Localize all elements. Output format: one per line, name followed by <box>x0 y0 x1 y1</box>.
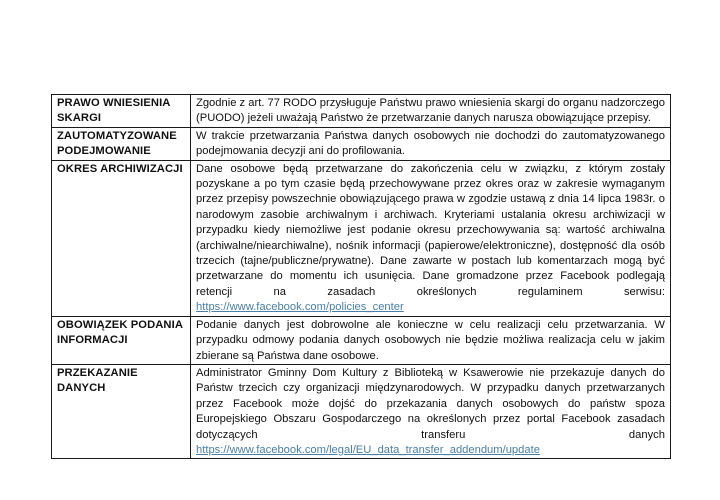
row-text: Dane osobowe będą przetwarzane do zakończenia celu w związku, z którym zostały pozyskane a po tym czasie będą przechowywane przez okres oraz w zakresie wymaganym przez przepisy powszechnie obowiązującego prawa w zgodzie ustawą z dnia 14 lipca 1983r. o narodowym zasobie archiwalnym i archiwach. Kryteriami ustalania okresu archiwizacji w przypadku kiedy niemożliwe jest podanie okresu przechowywania są: wartość archiwalna (archiwalne/niearchiwalne), nośnik informacji (papierowe/elektroniczne), dostępność dla osób trzecich (tajne/publiczne/prywatne). Dane zawarte w postach lub komentarzach mogą być przetwarzane do momentu ich usunięcia. Dane gromadzone przez Facebook podlegają retencji na zasadach określonych regulaminem serwisu: <box>196 162 665 298</box>
facebook-policies-link[interactable]: https://www.facebook.com/policies_center <box>196 301 404 314</box>
row-label: PRAWO WNIESIENIA SKARGI <box>52 95 191 128</box>
row-text: Podanie danych jest dobrowolne ale konieczne w celu realizacji celu przetwarzania. W przypadku odmowy podania danych osobowych nie będzie możliwa realizacja celu w jakim zbierane są Państwa dane osobowe. <box>196 318 665 362</box>
row-content <box>191 364 671 458</box>
row-text: Administrator Gminny Dom Kultury z Biblioteką w Ksawerowie nie przekazuje danych do Państw trzecich czy organizacji międzynarodowych. W przypadku danych przetwarzanych przez Facebook może dojść do przekazania danych osobowych do państw spoza Europejskiego Obszaru Gospodarczego na określonych przez portal Facebook zasadach dotyczących transferu danych <box>196 366 665 441</box>
table-row <box>52 316 671 364</box>
row-text: W trakcie przetwarzania Państwa danych osobowych nie dochodzi do zautomatyzowanego podejmowania decyzji ani do profilowania. <box>196 129 665 158</box>
row-content <box>191 95 671 128</box>
table-row <box>52 160 671 316</box>
row-content <box>191 160 671 316</box>
row-label: OBOWIĄZEK PODANIA INFORMACJI <box>52 316 191 364</box>
row-label: PRZEKAZANIE DANYCH <box>52 364 191 458</box>
table-row <box>52 127 671 160</box>
row-label: OKRES ARCHIWIZACJI <box>52 160 191 316</box>
row-text: Zgodnie z art. 77 RODO przysługuje Państwu prawo wniesienia skargi do organu nadzorczego (PUODO) jeżeli uważają Państwo że przetwarzanie danych narusza obowiązujące przepisy. <box>196 97 665 125</box>
gdpr-info-table <box>51 94 671 459</box>
row-content <box>191 127 671 160</box>
table-row <box>52 364 671 458</box>
table-row <box>52 95 671 128</box>
row-label: ZAUTOMATYZOWANE PODEJMOWANIE <box>52 127 191 160</box>
row-content <box>191 316 671 364</box>
facebook-transfer-addendum-link[interactable]: https://www.facebook.com/legal/EU_data_transfer_addendum/update <box>196 443 540 456</box>
